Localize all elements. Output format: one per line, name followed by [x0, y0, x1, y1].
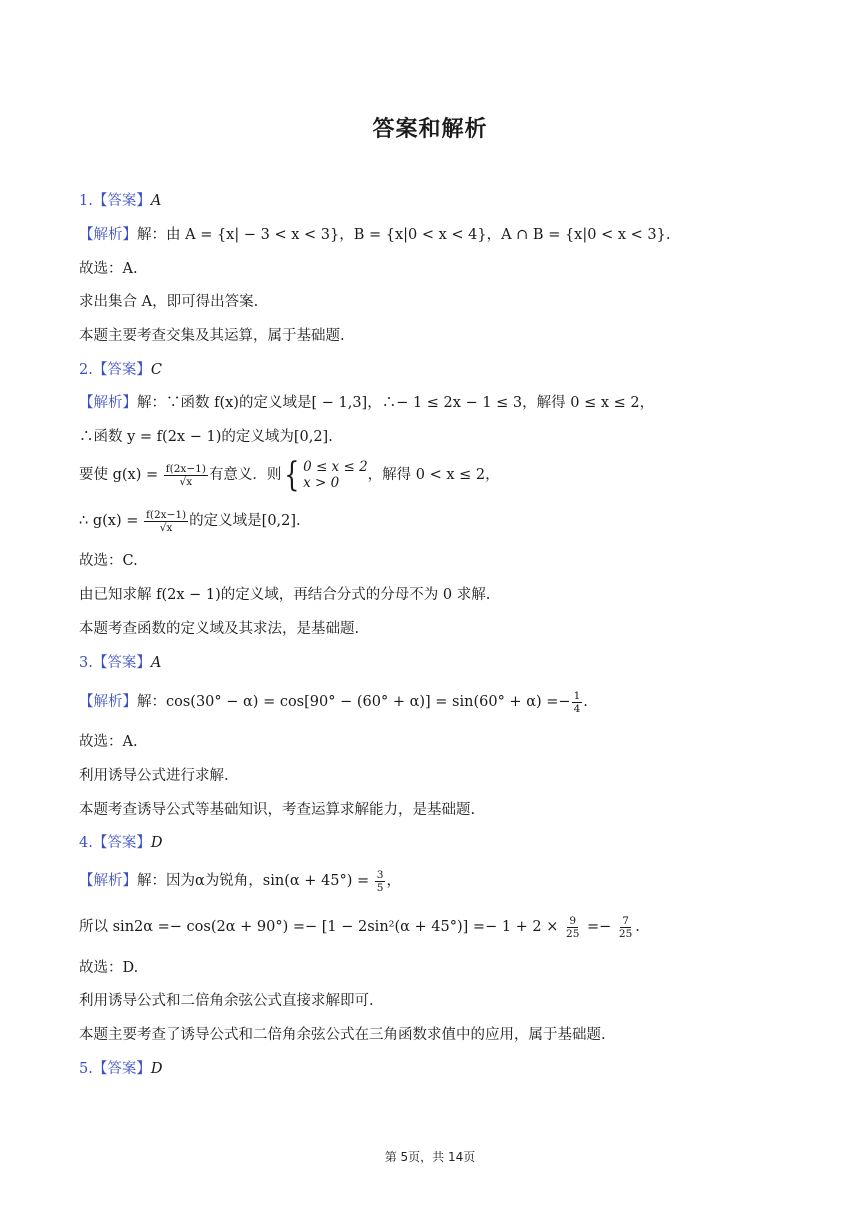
q1-analysis-text: 解：由 A = {x| − 3 < x < 3}，B = {x|0 < x < 4}，A ∩ B = {x|0 < x < 3}. — [137, 227, 671, 243]
brace-symbol: { — [284, 455, 300, 495]
q2-fraction-2 — [144, 509, 188, 534]
q3-answer-tag: 【答案】 — [92, 655, 151, 671]
q4-answer-line — [79, 833, 820, 853]
q2-method: 由已知求解 f(2x − 1)的定义域，再结合分式的分母不为 0 求解. — [79, 587, 491, 603]
q1-analysis-line — [79, 225, 820, 245]
fraction-denominator: 4 — [573, 702, 581, 715]
q3-summary: 本题考查诱导公式等基础知识，考查运算求解能力，是基础题. — [79, 802, 476, 818]
q4-summary: 本题主要考查了诱导公式和二倍角余弦公式在三角函数求值中的应用，属于基础题. — [79, 1027, 606, 1043]
q3-analysis-post: . — [583, 694, 588, 710]
fraction-denominator: √x — [159, 521, 173, 534]
q1-number: 1. — [79, 193, 93, 209]
q4-line2-mid: =− — [582, 919, 616, 935]
fraction-numerator: 3 — [376, 868, 384, 881]
q1-answer-tag: 【答案】 — [92, 193, 151, 209]
q3-method: 利用诱导公式进行求解. — [79, 768, 229, 784]
q2-line4-post: 的定义域是[0,2]. — [189, 513, 301, 529]
q1-analysis-tag: 【解析】 — [79, 227, 137, 243]
q2-analysis-line — [79, 393, 820, 413]
q4-line2-pre: 所以 sin2α =− cos(2α + 90°) =− [1 − 2sin²(α + 45°)] =− 1 + 2 × — [79, 919, 564, 935]
q4-fraction-2 — [564, 915, 581, 940]
q2-analysis-text: 解：∵函数 f(x)的定义域是[ − 1,3]，∴− 1 ≤ 2x − 1 ≤ 3，解得 0 ≤ x ≤ 2， — [137, 395, 655, 411]
q2-line3 — [79, 455, 820, 495]
q2-line3-post: ，解得 0 < x ≤ 2， — [367, 467, 500, 483]
q4-fraction-3 — [617, 915, 634, 940]
q4-answer-tag: 【答案】 — [92, 835, 151, 851]
q4-line2 — [79, 913, 820, 941]
q2-line4 — [79, 506, 820, 536]
q2-line3-mid: 有意义．则 — [208, 467, 282, 483]
fraction-denominator: 25 — [618, 927, 633, 940]
q4-analysis-tag: 【解析】 — [79, 873, 137, 889]
q3-number: 3. — [79, 655, 93, 671]
system-row-1: 0 ≤ x ≤ 2 — [303, 459, 368, 475]
q1-answer-value: A — [150, 193, 162, 209]
fraction-numerator: 9 — [569, 914, 577, 927]
q2-answer-value: C — [150, 362, 162, 378]
q4-answer-value: D — [150, 835, 163, 851]
q5-number: 5. — [79, 1061, 93, 1077]
q2-analysis-tag: 【解析】 — [79, 395, 137, 411]
q2-line3-pre: 要使 g(x) = — [79, 467, 163, 483]
fraction-numerator: f(2x−1) — [165, 462, 206, 475]
q4-method: 利用诱导公式和二倍角余弦公式直接求解即可. — [79, 993, 374, 1009]
q4-choice: 故选：D. — [79, 960, 139, 976]
q3-choice: 故选：A. — [79, 734, 138, 750]
q3-fraction — [572, 690, 583, 715]
q3-analysis-tag: 【解析】 — [79, 694, 137, 710]
q4-analysis-pre: 解：因为α为锐角，sin(α + 45°) = — [137, 873, 374, 889]
fraction-numerator: 7 — [622, 914, 629, 927]
fraction-denominator: 25 — [566, 927, 580, 940]
q3-answer-value: A — [150, 655, 162, 671]
q2-inequality-system — [281, 455, 368, 495]
fraction-denominator: √x — [179, 475, 193, 488]
q1-method: 求出集合 A，即可得出答案. — [79, 294, 259, 310]
system-row-2: x > 0 — [303, 475, 340, 491]
q1-choice: 故选：A. — [79, 261, 138, 277]
q2-answer-tag: 【答案】 — [92, 362, 151, 378]
q4-number: 4. — [79, 835, 93, 851]
q4-line2-post: . — [635, 919, 640, 935]
q2-choice: 故选：C. — [79, 553, 138, 569]
q5-answer-line — [79, 1059, 820, 1079]
q2-line4-pre: ∴ g(x) = — [79, 513, 143, 529]
page-footer: 第 5页，共 14页 — [384, 1150, 476, 1164]
q2-answer-line — [79, 360, 820, 380]
q4-fraction-1 — [375, 869, 386, 894]
q2-fraction — [164, 463, 208, 488]
fraction-denominator: 5 — [376, 881, 384, 894]
q4-analysis-line — [79, 867, 820, 895]
fraction-numerator: 1 — [573, 689, 581, 702]
q3-answer-line — [79, 653, 820, 673]
q5-answer-value: D — [150, 1061, 163, 1077]
q2-line2: ∴函数 y = f(2x − 1)的定义域为[0,2]. — [79, 429, 333, 445]
page-title: 答案和解析 — [372, 117, 488, 142]
q4-analysis-post: ， — [386, 873, 401, 889]
q1-answer-line — [79, 191, 820, 211]
q2-summary: 本题考查函数的定义域及其求法，是基础题. — [79, 621, 360, 637]
q3-analysis-pre: 解：cos(30° − α) = cos[90° − (60° + α)] = sin(60° + α) =− — [137, 694, 571, 710]
fraction-numerator: f(2x−1) — [145, 508, 187, 521]
q3-analysis-line — [79, 688, 820, 716]
q1-summary: 本题主要考查交集及其运算，属于基础题. — [79, 328, 345, 344]
q5-answer-tag: 【答案】 — [92, 1061, 151, 1077]
q2-number: 2. — [79, 362, 93, 378]
